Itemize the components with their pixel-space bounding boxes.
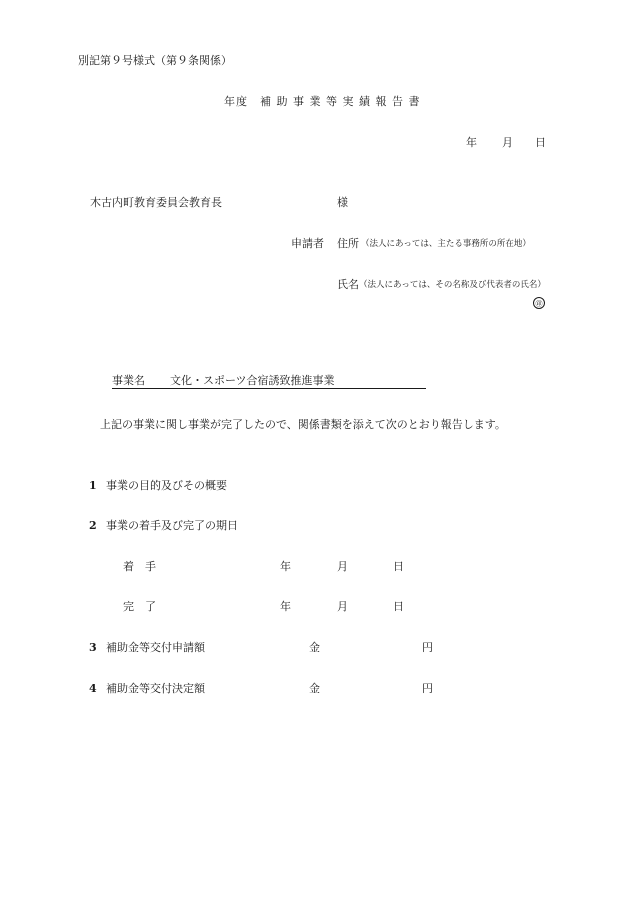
address-note: （法人にあっては、主たる事務所の所在地） xyxy=(361,239,531,249)
project-underline xyxy=(112,388,426,389)
date-year: 年 xyxy=(466,136,477,149)
item-3-number: 3 xyxy=(89,641,97,654)
page-title: 年度 補 助 事 業 等 実 績 報 告 書 xyxy=(224,95,421,108)
date-month: 月 xyxy=(502,136,513,149)
addressee-name: 木古内町教育委員会教育長 xyxy=(90,196,222,209)
start-month: 月 xyxy=(337,560,348,573)
end-label: 完 了 xyxy=(123,600,156,613)
end-year: 年 xyxy=(280,600,291,613)
start-label: 着 手 xyxy=(123,560,156,573)
item-4-amount-suffix: 円 xyxy=(422,682,433,695)
item-2-text: 事業の着手及び完了の期日 xyxy=(106,519,238,532)
item-4-amount-prefix: 金 xyxy=(309,682,320,695)
item-3-amount-prefix: 金 xyxy=(309,641,320,654)
addressee-honorific: 様 xyxy=(337,196,348,209)
applicant-label: 申請者 xyxy=(291,237,324,250)
start-year: 年 xyxy=(280,560,291,573)
project-label: 事業名 xyxy=(112,374,145,387)
end-day: 日 xyxy=(393,600,404,613)
item-4-number: 4 xyxy=(89,682,97,695)
item-3-amount-suffix: 円 xyxy=(422,641,433,654)
item-4-text: 補助金等交付決定額 xyxy=(106,682,205,695)
name-note: （法人にあっては、その名称及び代表者の氏名） xyxy=(359,280,546,290)
item-2-number: 2 xyxy=(89,519,97,532)
item-1-number: 1 xyxy=(89,479,97,492)
date-day: 日 xyxy=(535,136,546,149)
name-label: 氏名 xyxy=(337,278,359,291)
statement-text: 上記の事業に関し事業が完了したので、関係書類を添えて次のとおり報告します。 xyxy=(100,418,506,431)
project-name: 文化・スポーツ合宿誘致推進事業 xyxy=(170,374,335,387)
item-3-text: 補助金等交付申請額 xyxy=(106,641,205,654)
seal-mark: ㊞ xyxy=(533,297,545,309)
item-1-text: 事業の目的及びその概要 xyxy=(106,479,227,492)
form-number: 別記第９号様式（第９条関係） xyxy=(78,54,232,67)
address-label: 住所 xyxy=(337,237,359,250)
end-month: 月 xyxy=(337,600,348,613)
start-day: 日 xyxy=(393,560,404,573)
